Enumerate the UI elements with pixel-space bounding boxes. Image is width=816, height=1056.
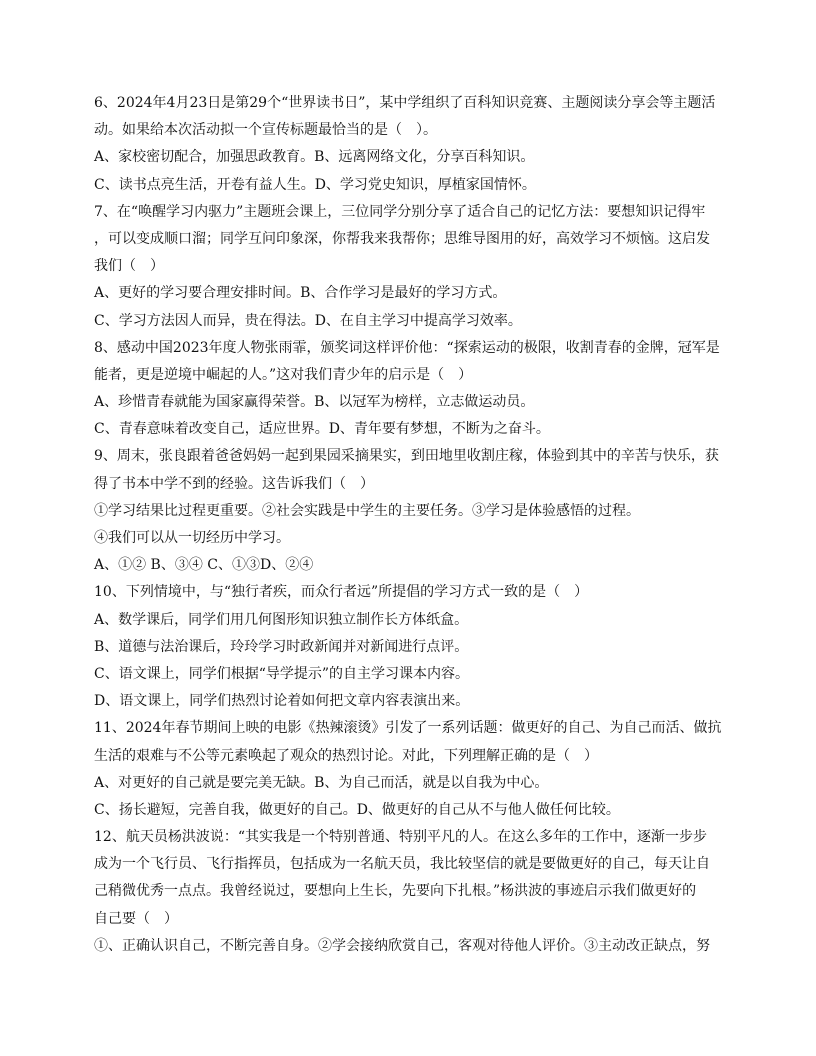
question-stem-line: 能者，更是逆境中崛起的人。”这对我们青少年的启示是（ ）: [94, 366, 473, 383]
question-stem-line: 生活的艰难与不公等元素唤起了观众的热烈讨论。对此，下列理解正确的是（ ）: [94, 747, 598, 764]
question-8: [94, 335, 724, 444]
question-option-line: A、数学课后，同学们用几何图形知识独立制作长方体纸盒。: [94, 611, 469, 628]
question-option-line: ④我们可以从一切经历中学习。: [94, 530, 290, 546]
question-list: [94, 90, 724, 960]
question-option-line: A、①② B、③④ C、①③D、②④: [94, 557, 314, 574]
question-11: [94, 715, 724, 824]
question-option-line: A、珍惜青春就能为国家赢得荣誉。B、以冠军为榜样，立志做运动员。: [94, 394, 535, 411]
question-stem-line: ，可以变成顺口溜；同学互问印象深，你帮我来我帮你；思维导图用的好，高效学习不烦恼。这启发: [94, 230, 710, 247]
question-stem-line: 12、航天员杨洪波说：“其实我是一个特别普通、特别平凡的人。在这么多年的工作中，逐渐一步步: [94, 829, 707, 846]
question-stem-line: 11、2024年春节期间上映的电影《热辣滚烫》引发了一系列话题：做更好的自己、为自己而活、做抗: [94, 720, 722, 737]
question-option-line: A、更好的学习要合理安排时间。B、合作学习是最好的学习方式。: [94, 285, 507, 302]
question-stem-line: 10、下列情境中，与“独行者疾，而众行者远”所提倡的学习方式一致的是（ ）: [94, 584, 589, 601]
question-option-line: ①、正确认识自己，不断完善自身。②学会接纳欣赏自己，客观对待他人评价。③主动改正缺点，努: [94, 937, 710, 954]
question-stem-line: 6、2024年4月23日是第29个“世界读书日”，某中学组织了百科知识竞赛、主题阅读分享会等主题活: [94, 95, 716, 111]
question-stem-line: 我们（ ）: [94, 258, 164, 275]
question-option-line: C、青春意味着改变自己，适应世界。D、青年要有梦想，不断为之奋斗。: [94, 421, 550, 438]
question-10: [94, 579, 724, 715]
question-stem-line: 己稍微优秀一点点。我曾经说过，要想向上生长，先要向下扎根。”杨洪波的事迹启示我们做更好的: [94, 883, 697, 900]
question-option-line: C、学习方法因人而异，贵在得法。D、在自主学习中提高学习效率。: [94, 312, 522, 329]
question-stem-line: 7、在“唤醒学习内驱力”主题班会课上，三位同学分别分享了适合自己的记忆方法：要想知识记得牢: [94, 203, 706, 220]
question-stem-line: 动。如果给本次活动拟一个宣传标题最恰当的是（ ）。: [94, 122, 437, 139]
question-option-line: C、扬长避短，完善自我，做更好的自己。D、做更好的自己从不与他人做任何比较。: [94, 801, 620, 818]
question-12: [94, 824, 724, 960]
question-option-line: C、语文课上，同学们根据“导学提示”的自主学习课本内容。: [94, 665, 470, 682]
question-option-line: ①学习结果比过程更重要。②社会实践是中学生的主要任务。③学习是体验感悟的过程。: [94, 502, 640, 519]
question-stem-line: 9、周末，张良跟着爸爸妈妈一起到果园采摘果实，到田地里收割庄稼，体验到其中的辛苦与快乐，获: [94, 448, 719, 465]
question-6: [94, 90, 724, 199]
question-option-line: B、道德与法治课后，玲玲学习时政新闻并对新闻进行点评。: [94, 638, 469, 655]
question-7: [94, 199, 724, 335]
question-9: [94, 443, 724, 579]
question-option-line: A、对更好的自己就是要完美无缺。B、为自己而活，就是以自我为中心。: [94, 774, 549, 791]
question-option-line: D、语文课上，同学们热烈讨论着如何把文章内容表演出来。: [94, 693, 470, 710]
question-option-line: C、读书点亮生活，开卷有益人生。D、学习党史知识，厚植家国情怀。: [94, 176, 536, 193]
question-stem-line: 8、感动中国2023年度人物张雨霏，颁奖词这样评价他：“探索运动的极限，收割青春的金牌，冠军是: [94, 339, 720, 356]
question-stem-line: 得了书本中学不到的经验。这告诉我们（ ）: [94, 475, 374, 492]
question-stem-line: 自己要（ ）: [94, 910, 178, 927]
question-stem-line: 成为一个飞行员、飞行指挥员，包括成为一名航天员，我比较坚信的就是要做更好的自己，每天让自: [94, 856, 710, 873]
question-option-line: A、家校密切配合，加强思政教育。B、远离网络文化，分享百科知识。: [94, 149, 535, 166]
